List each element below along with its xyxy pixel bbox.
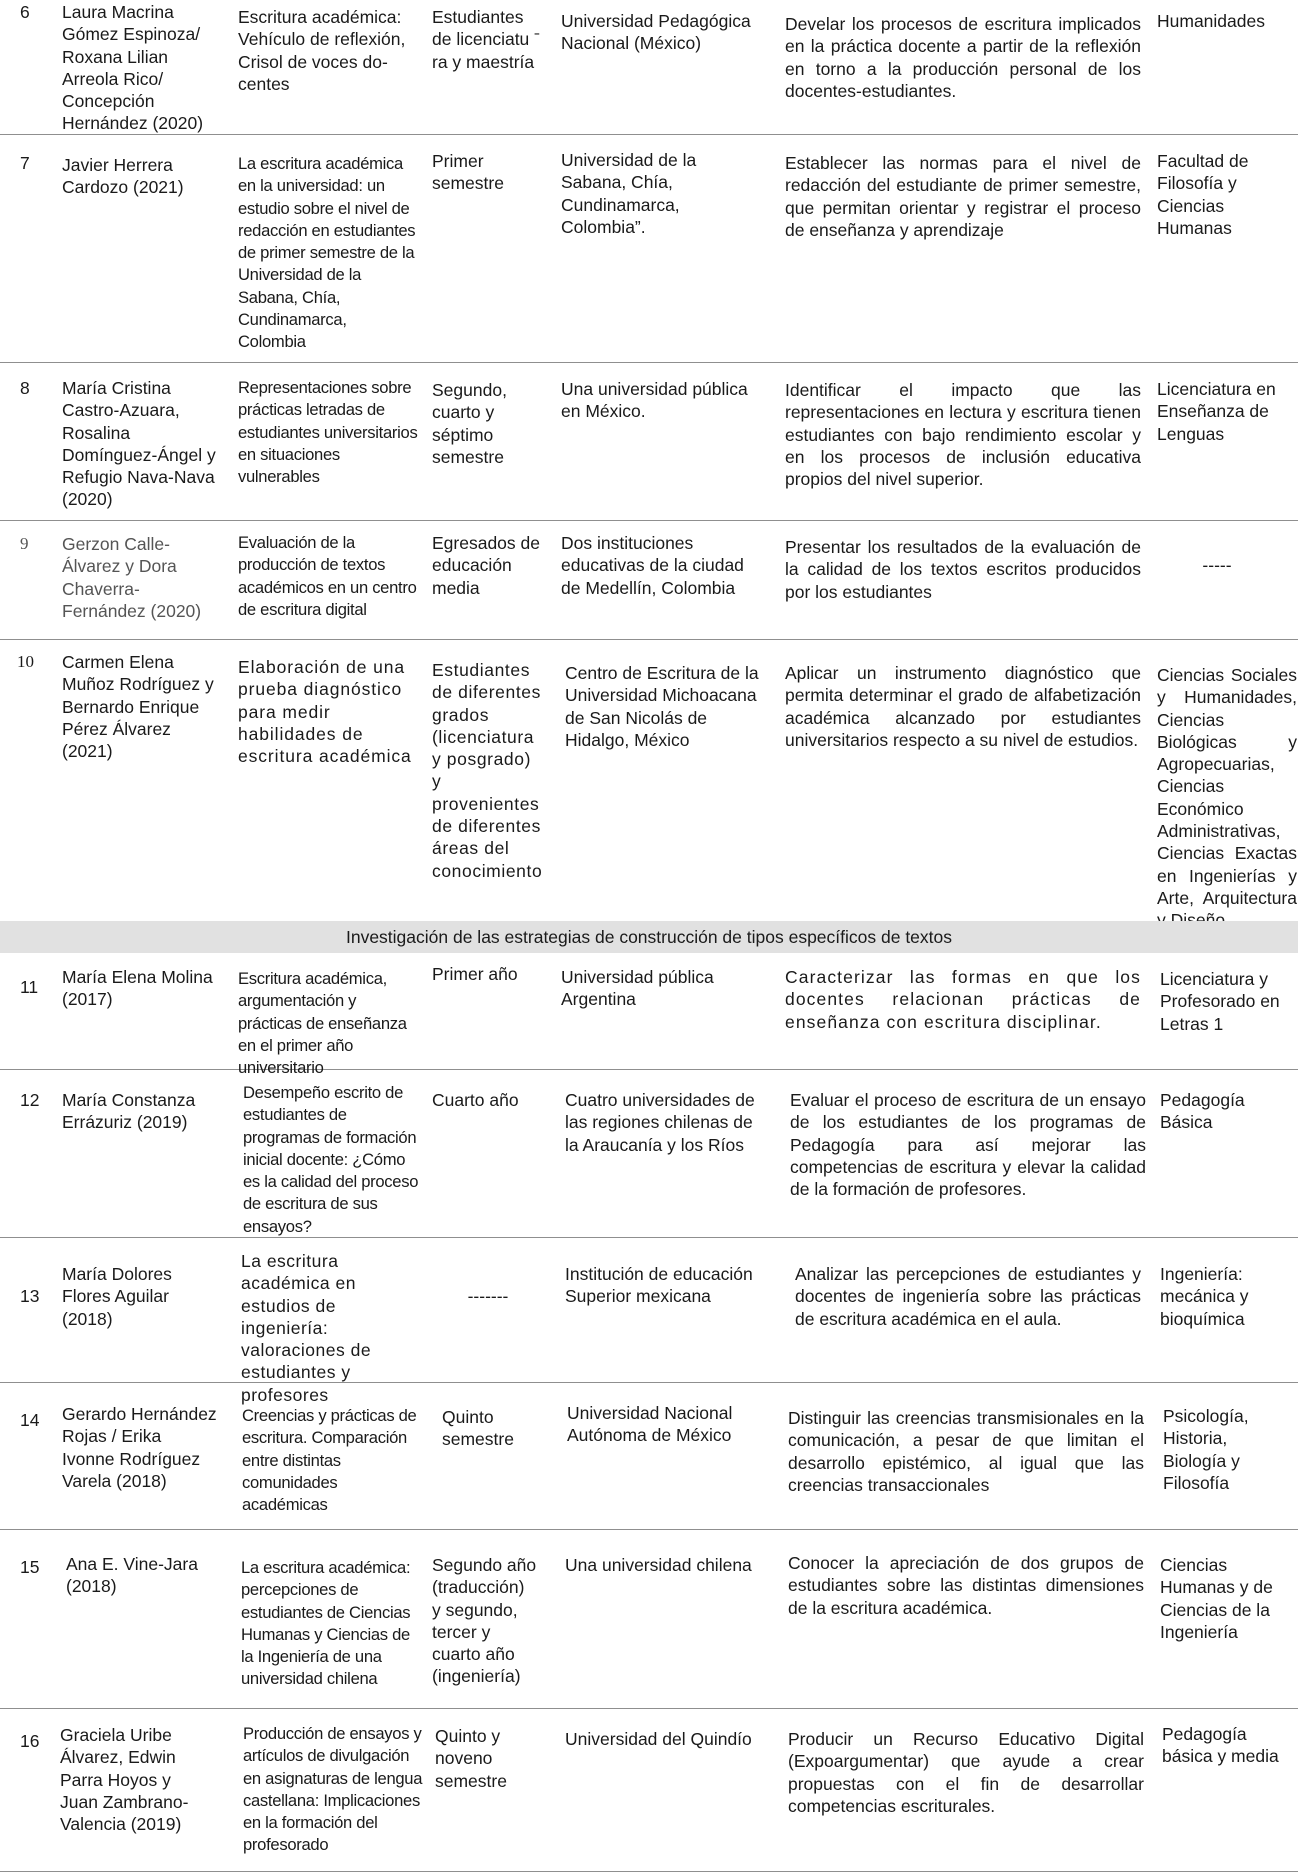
row-number: 9 <box>20 534 29 553</box>
row-objective: Analizar las percepciones de estudiantes y docentes de ingeniería sobre las prácticas de escritura académica en el aula. <box>795 1264 1141 1329</box>
table-row <box>0 1382 1298 1530</box>
row-authors: Ana E. Vine-Jara (2018) <box>66 1554 198 1597</box>
row-population: Egresados de educación media <box>432 533 540 598</box>
row-authors: Laura Macrina Gómez Espinoza/ Roxana Lilian Arreola Rico/ Concepción Hernández (2020) <box>62 2 204 134</box>
row-objective: Establecer las normas para el nivel de redacción del estudiante de primer semestre, que permitan orientar y registrar el proceso de enseñanza y aprendizaje <box>785 153 1141 240</box>
row-area: ----- <box>1202 555 1232 575</box>
row-institution: Cuatro universidades de las regiones chilenas de la Araucanía y los Ríos <box>565 1090 755 1155</box>
row-population: Segundo, cuarto y séptimo semestre <box>432 380 507 467</box>
row-number: 14 <box>20 1410 40 1430</box>
row-population: Estudiantes de diferentes grados (licenciatura y posgrado) y provenientes de diferentes áreas del conocimiento <box>432 660 543 881</box>
row-population: Segundo año (traducción) y segundo, tercer y cuarto año (ingeniería) <box>432 1555 537 1687</box>
row-population: Primer año <box>432 964 518 984</box>
row-population: Quinto y noveno semestre <box>435 1726 507 1791</box>
row-objective: Aplicar un instrumento diagnóstico que permita determinar el grado de alfabetización académica alcanzado por estudiantes universitarios respecto a su nivel de estudios. <box>785 663 1141 750</box>
row-title: Escritura académica, argumentación y prácticas de enseñanza en el primer año universitario <box>238 969 407 1078</box>
table-row <box>0 639 1298 919</box>
row-institution: Universidad Pedagógica Nacional (México) <box>561 11 751 54</box>
row-area: Pedagogía Básica <box>1160 1090 1245 1133</box>
table-row <box>0 134 1298 363</box>
table-row <box>0 1069 1298 1238</box>
row-area: Licenciatura en Enseñanza de Lenguas <box>1157 379 1276 444</box>
row-area: Ingeniería: mecánica y bioquímica <box>1160 1264 1249 1329</box>
table-row <box>0 520 1298 640</box>
row-population: ------- <box>467 1286 509 1306</box>
row-area: Pedagogía básica y media <box>1162 1724 1279 1767</box>
row-objective: Identificar el impacto que las representaciones en lectura y escritura tienen estudiantes con bajo rendimiento escolar y en los procesos de inclusión educativa propios del nivel superior. <box>785 380 1141 490</box>
row-objective: Producir un Recurso Educativo Digital (Expoargumentar) que ayude a crear propuestas con el fin de desarrollar competencias escriturales. <box>788 1729 1144 1816</box>
row-institution: Institución de educación Superior mexicana <box>565 1264 753 1307</box>
row-area: Ciencias Sociales y Humanidades, Ciencias Biológicas y Agropecuarias, Ciencias Económico Administrativas, Ciencias Exactas en Ingenierías y Arte, Arquitectura <box>1157 665 1297 908</box>
row-area: Psicología, Historia, Biología y Filosofía <box>1163 1406 1249 1493</box>
table-row <box>0 1529 1298 1709</box>
row-number: 8 <box>20 378 30 398</box>
row-authors: Carmen Elena Muñoz Rodríguez y Bernardo Enrique Pérez Álvarez (2021) <box>62 652 214 762</box>
row-title: Elaboración de una prueba diagnóstico para medir habilidades de escritura académica <box>238 657 412 767</box>
row-objective: Conocer la apreciación de dos grupos de estudiantes sobre las distintas dimensiones de la escritura académica. <box>788 1553 1144 1618</box>
row-objective: Develar los procesos de escritura implicados en la práctica docente a partir de la reflexión en torno a la producción personal de los docentes-estudiantes. <box>785 14 1141 101</box>
row-population: Cuarto año <box>432 1090 519 1110</box>
row-institution: Una universidad chilena <box>565 1555 752 1575</box>
table-row <box>0 1708 1298 1872</box>
row-institution: Universidad del Quindío <box>565 1729 752 1749</box>
row-institution: Dos instituciones educativas de la ciudad de Medellín, Colombia <box>561 533 744 598</box>
row-population: Quinto semestre <box>442 1407 514 1450</box>
row-number: 13 <box>20 1286 40 1306</box>
row-area: Humanidades <box>1157 11 1265 31</box>
row-title: La escritura académica: percepciones de estudiantes de Ciencias Humanas y Ciencias de la Ingeniería de una universidad chilena <box>241 1558 411 1689</box>
row-institution: Una universidad pública en México. <box>561 379 748 422</box>
row-number: 6 <box>20 2 30 22</box>
row-objective: Evaluar el proceso de escritura de un ensayo de los estudiantes de los programas de Pedagogía para así mejorar las competencias de escritura y elevar la calidad de la formación de profesores. <box>790 1090 1146 1200</box>
row-title: Representaciones sobre prácticas letradas de estudiantes universitarios en situaciones vulnerables <box>238 378 418 487</box>
row-authors: Gerardo Hernández Rojas / Erika Ivonne Rodríguez Varela (2018) <box>62 1404 217 1491</box>
row-institution: Universidad Nacional Autónoma de México <box>567 1403 733 1446</box>
row-authors: María Elena Molina (2017) <box>62 967 213 1010</box>
row-area: Licenciatura y Profesorado en Letras 1 <box>1160 969 1280 1034</box>
table-row <box>0 953 1298 1078</box>
row-number: 16 <box>20 1731 40 1751</box>
row-population: Estudiantes de licenciatu ˉ ra y maestría <box>432 7 540 72</box>
row-title: Producción de ensayos y artículos de divulgación en asignaturas de lengua castellana: Implicaciones en la formación del profesorado <box>243 1724 423 1855</box>
row-number: 10 <box>17 652 34 671</box>
row-number: 12 <box>20 1090 40 1110</box>
row-title: La escritura académica en la universidad: un estudio sobre el nivel de redacción en estudiantes de primer semestre de la Universidad de la Sabana, Chía, Cundinamarca, Colombia <box>238 154 416 352</box>
table-row <box>0 362 1298 521</box>
row-authors: Gerzon Calle- Álvarez y Dora Chaverra- Fernández (2020) <box>62 534 202 621</box>
table-row <box>0 1237 1298 1405</box>
row-authors: Graciela Uribe Álvarez, Edwin Parra Hoyos y Juan Zambrano- Valencia (2019) <box>60 1725 189 1835</box>
row-number: 7 <box>20 153 30 173</box>
row-number: 15 <box>20 1557 40 1577</box>
row-number: 11 <box>20 977 39 997</box>
row-area: Ciencias Humanas y de Ciencias de la Ingeniería <box>1160 1555 1273 1642</box>
row-authors: María Dolores Flores Aguilar (2018) <box>62 1264 172 1329</box>
row-institution: Centro de Escritura de la Universidad Michoacana de San Nicolás de Hidalgo, México <box>565 663 759 750</box>
row-area: Facultad de Filosofía y Ciencias Humanas <box>1157 151 1249 238</box>
row-title: La escritura académica en estudios de ingeniería: valoraciones de estudiantes y profesores <box>241 1251 372 1405</box>
row-population: Primer semestre <box>432 151 504 194</box>
row-title: Escritura académica: Vehículo de reflexión, Crisol de voces do- centes <box>238 7 406 94</box>
table-row <box>0 0 1298 135</box>
row-title: Creencias y prácticas de escritura. Comparación entre distintas comunidades académicas <box>242 1406 417 1515</box>
row-objective: Distinguir las creencias transmisionales en la comunicación, a pesar de que limitan el desarrollo epistémico, al igual que las creencias transaccionales <box>788 1408 1144 1495</box>
row-authors: María Constanza Errázuriz (2019) <box>62 1090 196 1133</box>
row-objective: Presentar los resultados de la evaluación de la calidad de los textos escritos producidos por los estudiantes <box>785 537 1141 602</box>
row-institution: Universidad de la Sabana, Chía, Cundinamarca, Colombia”. <box>561 150 697 237</box>
row-objective: Caracterizar las formas en que los docentes relacionan prácticas de enseñanza con escritura disciplinar. <box>785 967 1141 1032</box>
section-heading: Investigación de las estrategias de construcción de tipos específicos de textos <box>0 921 1298 953</box>
row-authors: Javier Herrera Cardozo (2021) <box>62 155 184 198</box>
row-institution: Universidad pública Argentina <box>561 967 714 1010</box>
row-title: Desempeño escrito de estudiantes de programas de formación inicial docente: ¿Cómo es la calidad del proceso de escritura de sus ensayos? <box>243 1083 419 1236</box>
row-title: Evaluación de la producción de textos académicos en un centro de escritura digital <box>238 533 417 619</box>
row-authors: María Cristina Castro-Azuara, Rosalina Domínguez-Ángel y Refugio Nava-Nava (2020) <box>62 378 216 510</box>
